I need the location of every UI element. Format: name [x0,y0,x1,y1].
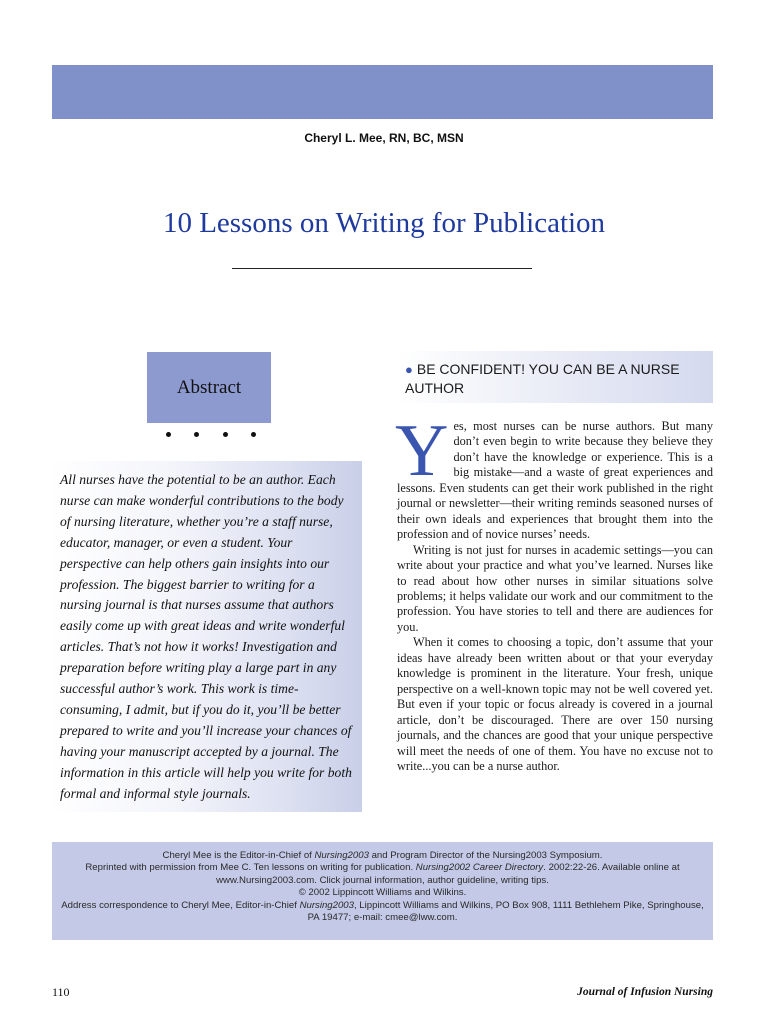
author-name: Cheryl Mee [162,850,212,861]
footnote-text: . 2002:22-26. Available online at www.Nursing2003.com. Click journal information, author guideline, writing tips. [216,862,680,886]
footnote-line [60,850,705,862]
author-byline: Cheryl L. Mee, RN, BC, MSN [304,131,464,145]
section-heading-box [397,351,713,403]
dot [166,432,171,437]
journal-name: Journal of Infusion Nursing [577,986,713,998]
title-divider [232,268,532,269]
bullet-icon: ● [405,362,413,377]
article-title: 10 Lessons on Writing for Publication [162,207,606,239]
dot-separator [166,432,256,437]
drop-cap: Y [395,410,449,492]
abstract-heading-box [147,352,271,423]
publication-name: Nursing2003 [314,850,369,861]
article-body [395,410,713,774]
abstract-body: All nurses have the potential to be an author. Each nurse can make wonderful contributions to the body of nursing literature, whether you’re a staff nurse, educator, manager, or even a student. Your perspective can help others gain insights into our profession. The biggest barrier to writing for a nursing journal is that nurses assume that authors easily come up with great ideas and write wonderful articles. That’s not how it works! Investigation and preparation before writing play a large part in any successful author’s work. This work is time-consuming, I admit, but if you do it, you’ll be better prepared to write and you’ll increase your chances of having your manuscript accepted by a journal. The information in this article will help you write for both formal and informal style journals. [46,461,362,812]
header-band [52,65,713,119]
body-paragraph: Writing is not just for nurses in academic settings—you can write about your practice and what you’ve learned. Nurses like to read about how other nurses in similar situations solve problems; it helps validate our work and our commitment to the profession. You have stories to tell and there are audiences for you. [397,542,713,634]
footnote-line [60,900,705,925]
publication-name: Nursing2002 Career Directory [415,862,544,874]
paragraph-text: es, most nurses can be nurse authors. But many don’t even begin to write because they believe they don’t have the knowledge or experience. This is a big mistake—and a waste of great experiences and lessons. Even students can get their work published in the right journal or newsletter—their writing reminds seasoned nurses of their own ideals and experiences that brought them into the profession and of novice nurses’ needs. [397,419,713,542]
body-paragraph: When it comes to choosing a topic, don’t assume that your ideas have already been written about or that your everyday knowledge is prominent in the literature. Your fresh, unique perspective on a well-known topic may not be well covered yet. But even if your topic or focus already is covered in a journal article, don’t be discouraged. There are over 150 nursing journals, and the chances are good that your unique perspective will meet the needs of one of them. You have no excuse not to write...you can be a nurse author. [397,635,713,773]
dot [251,432,256,437]
dot [223,432,228,437]
section-heading: BE CONFIDENT! YOU CAN BE A NURSE AUTHOR [405,361,680,396]
footnote-text: Reprinted with permission from Mee C. Ten lessons on writing for publication. [85,862,416,874]
footnote-line: © 2002 Lippincott Williams and Wilkins. [298,887,467,899]
footnote-text: is the Editor-in-Chief of [211,850,315,861]
author-footnote [52,842,713,940]
body-paragraph [395,410,713,543]
footnote-text: and Program Director of the Nursing2003 Symposium. [368,850,603,861]
abstract-heading: Abstract [176,376,242,398]
dot [194,432,199,437]
footnote-text: , Lippincott Williams and Wilkins, PO Box 908, 1111 Bethlehem Pike, Springhouse, PA 19477; e-mail: cmee@lww.com. [307,899,704,924]
footnote-text: Address correspondence to Cheryl Mee, Editor-in-Chief [61,899,300,911]
footnote-line [60,862,705,887]
publication-name: Nursing2003 [299,899,354,911]
page-number: 110 [52,985,70,999]
